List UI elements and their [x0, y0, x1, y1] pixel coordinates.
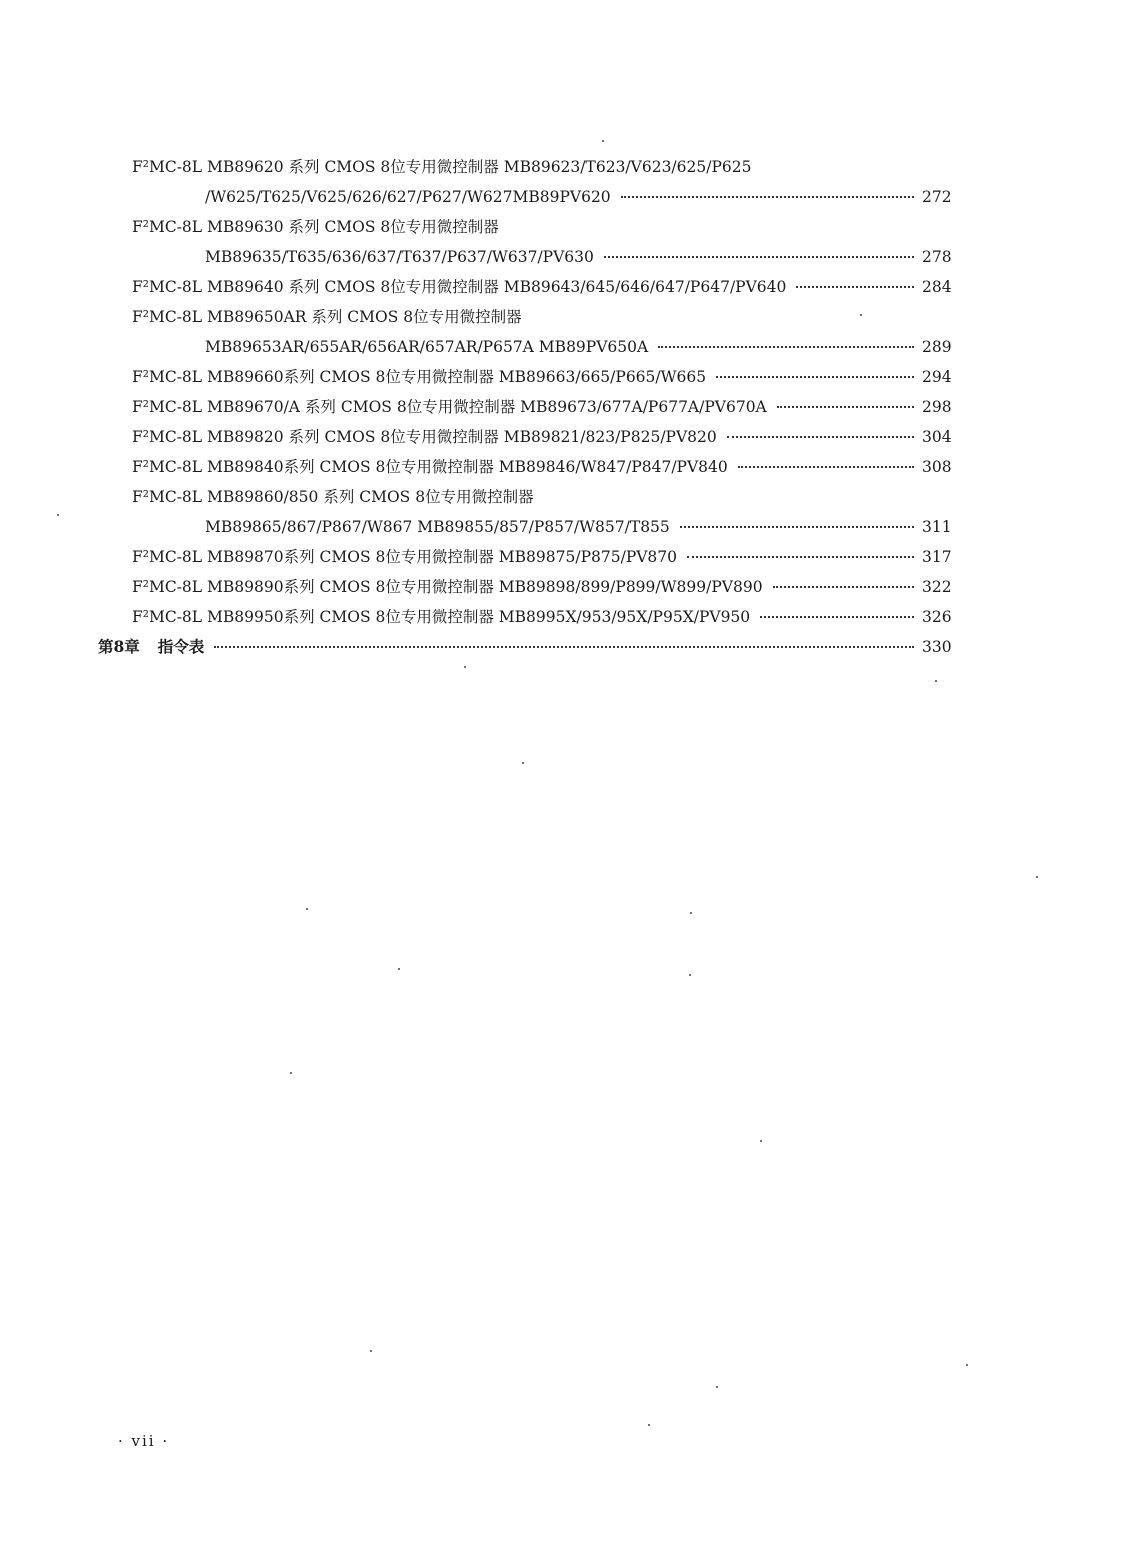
- toc-entry[interactable]: [0, 392, 1138, 422]
- dot-leader: [760, 616, 914, 618]
- scan-speck: [935, 680, 937, 682]
- dot-leader: [738, 466, 914, 468]
- toc-entry-title: F²MC-8L MB89860/850 系列 CMOS 8位专用微控制器: [132, 488, 534, 506]
- toc-page-number: 278: [922, 248, 952, 266]
- dot-leader: [777, 406, 914, 408]
- toc-entry[interactable]: [0, 332, 1138, 362]
- toc-page-number: 330: [922, 638, 952, 656]
- toc-page-number: 289: [922, 338, 952, 356]
- toc-entry[interactable]: [0, 512, 1138, 542]
- toc-page-number: 326: [922, 608, 952, 626]
- toc-entry[interactable]: [0, 152, 1138, 182]
- toc-entry[interactable]: [0, 362, 1138, 392]
- toc-entry-title: MB89653AR/655AR/656AR/657AR/P657A MB89PV650A: [205, 338, 649, 356]
- scan-speck: [398, 968, 400, 970]
- toc-entry-title: F²MC-8L MB89630 系列 CMOS 8位专用微控制器: [132, 218, 499, 236]
- scan-speck: [716, 1386, 718, 1388]
- chapter-number: 第8章: [98, 637, 140, 656]
- dot-leader: [214, 646, 914, 648]
- toc-entry-title: MB89865/867/P867/W867 MB89855/857/P857/W857/T855: [205, 518, 670, 536]
- scan-speck: [306, 908, 308, 910]
- toc-chapter-entry[interactable]: [0, 632, 1138, 662]
- toc-entry[interactable]: [0, 482, 1138, 512]
- dot-leader: [716, 376, 914, 378]
- toc-entry-title: F²MC-8L MB89660系列 CMOS 8位专用微控制器 MB89663/665/P665/W665: [132, 368, 707, 386]
- scan-speck: [860, 314, 862, 316]
- scan-speck: [464, 666, 466, 668]
- dot-leader: [658, 346, 914, 348]
- dot-leader: [680, 526, 914, 528]
- scan-speck: [290, 1072, 292, 1074]
- toc-page-number: 304: [922, 428, 952, 446]
- toc-entry-title: F²MC-8L MB89620 系列 CMOS 8位专用微控制器 MB89623/T623/V623/625/P625: [132, 158, 752, 176]
- scan-speck: [760, 1140, 762, 1142]
- toc-entry-title: F²MC-8L MB89890系列 CMOS 8位专用微控制器 MB89898/899/P899/W899/PV890: [132, 578, 763, 596]
- table-of-contents: [0, 152, 1138, 662]
- page-folio: · vii ·: [118, 1432, 170, 1450]
- scan-speck: [648, 1424, 650, 1426]
- scan-speck: [966, 1364, 968, 1366]
- toc-entry-title: /W625/T625/V625/626/627/P627/W627MB89PV620: [205, 188, 611, 206]
- toc-page-number: 284: [922, 278, 952, 296]
- toc-entry[interactable]: [0, 452, 1138, 482]
- toc-page-number: 308: [922, 458, 952, 476]
- scan-speck: [57, 514, 59, 516]
- toc-entry[interactable]: [0, 542, 1138, 572]
- toc-page-number: 311: [922, 518, 952, 536]
- scan-speck: [522, 762, 524, 764]
- chapter-title: 指令表: [157, 637, 205, 656]
- scan-speck: [602, 140, 604, 142]
- dot-leader: [687, 556, 914, 558]
- scan-speck: [690, 912, 692, 914]
- scan-speck: [1036, 876, 1038, 878]
- toc-entry-title: F²MC-8L MB89820 系列 CMOS 8位专用微控制器 MB89821/823/P825/PV820: [132, 428, 717, 446]
- toc-entry[interactable]: [0, 182, 1138, 212]
- dot-leader: [621, 196, 914, 198]
- toc-entry[interactable]: [0, 302, 1138, 332]
- toc-entry-title: MB89635/T635/636/637/T637/P637/W637/PV630: [205, 248, 594, 266]
- toc-entry[interactable]: [0, 212, 1138, 242]
- toc-page-number: 317: [922, 548, 952, 566]
- toc-entry-title: F²MC-8L MB89950系列 CMOS 8位专用微控制器 MB8995X/953/95X/P95X/PV950: [132, 608, 751, 626]
- toc-page-number: 322: [922, 578, 952, 596]
- toc-page-number: 294: [922, 368, 952, 386]
- dot-leader: [773, 586, 914, 588]
- toc-entry-title: F²MC-8L MB89670/A 系列 CMOS 8位专用微控制器 MB89673/677A/P677A/PV670A: [132, 398, 767, 416]
- toc-entry[interactable]: [0, 422, 1138, 452]
- toc-entry[interactable]: [0, 572, 1138, 602]
- toc-entry[interactable]: [0, 242, 1138, 272]
- dot-leader: [727, 436, 914, 438]
- dot-leader: [796, 286, 914, 288]
- toc-entry-title: F²MC-8L MB89840系列 CMOS 8位专用微控制器 MB89846/W847/P847/PV840: [132, 458, 728, 476]
- toc-page-number: 272: [922, 188, 952, 206]
- dot-leader: [604, 256, 914, 258]
- toc-entry[interactable]: [0, 602, 1138, 632]
- toc-entry-title: F²MC-8L MB89870系列 CMOS 8位专用微控制器 MB89875/P875/PV870: [132, 548, 678, 566]
- toc-entry[interactable]: [0, 272, 1138, 302]
- toc-entry-title: F²MC-8L MB89650AR 系列 CMOS 8位专用微控制器: [132, 308, 522, 326]
- scan-speck: [370, 1350, 372, 1352]
- scan-speck: [689, 974, 691, 976]
- toc-entry-title: F²MC-8L MB89640 系列 CMOS 8位专用微控制器 MB89643/645/646/647/P647/PV640: [132, 278, 787, 296]
- toc-page-number: 298: [922, 398, 952, 416]
